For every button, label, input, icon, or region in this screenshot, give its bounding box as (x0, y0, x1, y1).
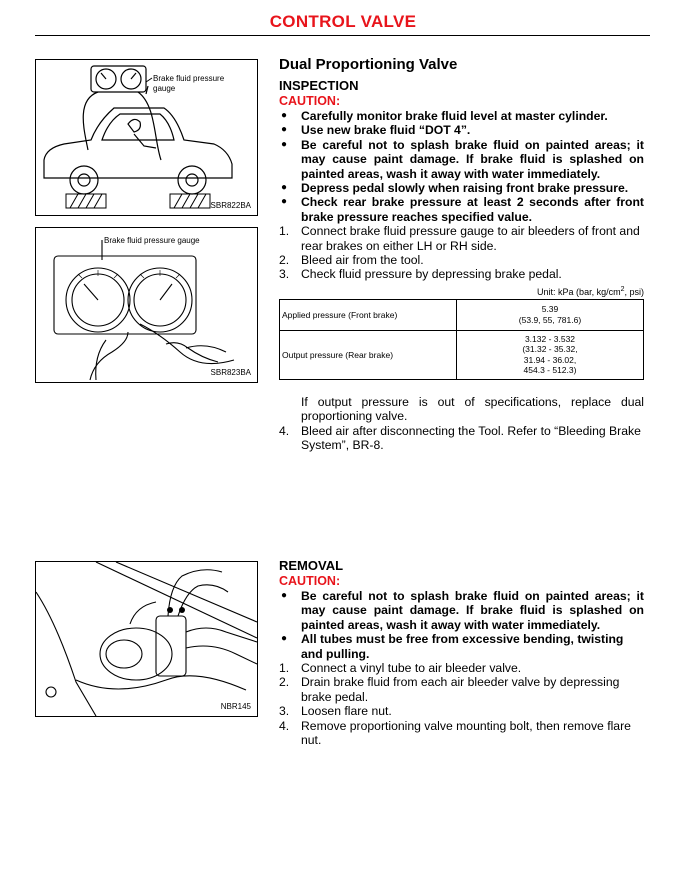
step-number: 2. (279, 253, 290, 268)
figure-valve-removal (35, 561, 258, 717)
step-text: Loosen flare nut. (301, 704, 392, 719)
section-title: Dual Proportioning Valve (279, 56, 458, 73)
caution-bullet: ● Depress pedal slowly when raising front brake pressure. (279, 181, 644, 195)
caution-bullet: ● Check rear brake pressure at least 2 seconds after front brake pressure reaches specified value. (279, 195, 644, 224)
step-item (279, 253, 644, 267)
step-text: Connect brake fluid pressure gauge to air bleeders of front and rear brakes on either LH or RH side. (301, 224, 640, 253)
inspection-heading: INSPECTION (279, 78, 359, 93)
page-title: CONTROL VALVE (269, 12, 417, 31)
figure-gauge-closeup (35, 227, 258, 383)
figure-car-gauge (35, 59, 258, 216)
caution-bullet: ● Use new brake fluid “DOT 4”. (279, 123, 644, 137)
step-item (279, 424, 644, 453)
step-item (279, 267, 644, 281)
pressure-spec-table (279, 299, 644, 380)
figure-code: NBR145 (220, 702, 251, 711)
callout-line-1: Brake fluid pressure (153, 74, 225, 83)
step-number: 1. (279, 661, 290, 676)
value-line: (31.32 - 35.32, (522, 344, 578, 355)
gauge-closeup-illustration (36, 228, 257, 382)
out-of-spec-note: If output pressure is out of specifications, replace dual proportioning valve. (301, 394, 644, 424)
callout-line-2: gauge (153, 84, 176, 93)
value-line: 31.94 - 36.02, (523, 354, 577, 365)
step-item (279, 704, 644, 718)
step-text: Drain brake fluid from each air bleeder valve by depressing brake pedal. (301, 675, 620, 704)
caution-bullet: ● Be careful not to splash brake fluid on painted areas; it may cause paint damage. If brake fluid is splashed on painted areas, wash it away with water immediately. (279, 138, 644, 181)
step-number: 2. (279, 675, 290, 690)
table-row (280, 299, 644, 330)
unit-prefix: Unit: kPa (bar, kg/cm (537, 286, 621, 297)
step-text: Check fluid pressure by depressing brake pedal. (301, 267, 562, 282)
unit-superscript: 2 (620, 285, 625, 293)
removal-column (279, 558, 644, 747)
caution-bullet: ● Be careful not to splash brake fluid on painted areas; it may cause paint damage. If brake fluid is splashed on painted areas, wash it away with water immediately. (279, 589, 644, 632)
valve-removal-illustration (36, 562, 257, 716)
table-cell-value (457, 299, 644, 330)
step-text: Bleed air after disconnecting the Tool. Refer to “Bleeding Brake System”, BR-8. (301, 423, 641, 453)
value-line: 3.132 - 3.532 (524, 333, 576, 344)
table-cell-label: Output pressure (Rear brake) (280, 330, 457, 379)
step-number: 4. (279, 423, 290, 438)
step-text: Connect a vinyl tube to air bleeder valve. (301, 661, 522, 676)
figure-code: SBR823BA (210, 368, 251, 377)
figure2-callout: Brake fluid pressure gauge (104, 236, 200, 245)
step-number: 3. (279, 267, 290, 282)
value-line: 454.3 - 512.3) (523, 365, 577, 376)
unit-suffix: , psi) (624, 286, 644, 297)
step-number: 4. (279, 718, 290, 733)
unit-label (279, 283, 644, 299)
value-line: 5.39 (541, 304, 559, 315)
table-row (280, 330, 644, 379)
step-item (279, 675, 644, 704)
table-cell-value (457, 330, 644, 379)
step-number: 1. (279, 224, 290, 239)
caution-label: CAUTION: (279, 574, 341, 588)
caution-label: CAUTION: (279, 94, 341, 108)
step-text: Remove proportioning valve mounting bolt, then remove flare nut. (301, 718, 631, 748)
figure1-callout (153, 74, 224, 94)
step-number: 3. (279, 704, 290, 719)
step-item (279, 719, 644, 748)
caution-bullet: ● All tubes must be free from excessive bending, twisting and pulling. (279, 632, 644, 661)
figure-code: SBR822BA (210, 201, 251, 210)
value-line: (53.9, 55, 781.6) (518, 314, 582, 325)
step-text: Bleed air from the tool. (301, 253, 424, 268)
table-cell-label: Applied pressure (Front brake) (280, 299, 457, 330)
removal-heading: REMOVAL (279, 558, 344, 573)
caution-bullet: ● Carefully monitor brake fluid level at master cylinder. (279, 109, 644, 123)
header-rule (35, 35, 650, 36)
step-item (279, 661, 644, 675)
inspection-column (279, 56, 644, 453)
step-item (279, 224, 644, 253)
